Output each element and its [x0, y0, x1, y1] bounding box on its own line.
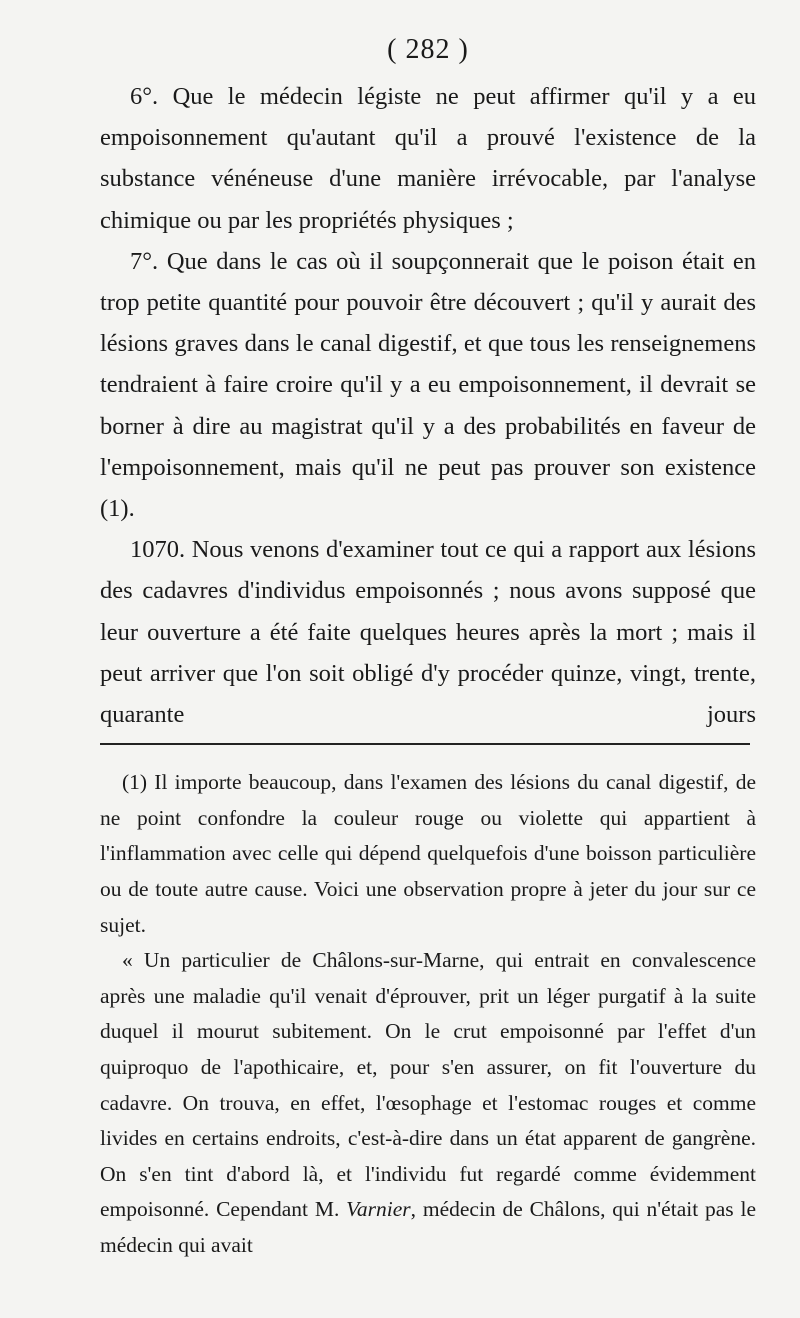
footnote-rule — [100, 743, 750, 745]
paragraph-item-7: 7°. Que dans le cas où il soupçonnerait que le poison était en trop petite quantité pour pouvoir être découvert ; qu'il y aurait des lésions graves dans le canal digestif, et que tous les renseignemens tendraient à faire croire qu'il y a eu empoisonnement, il devrait se borner à dire au magistrat qu'il y a des probabilités en faveur de l'empoisonnement, mais qu'il ne peut pas prouver son existence (1). — [100, 247, 756, 523]
footnote-quote-paragraph — [100, 943, 756, 1263]
footnote-quote-text-end: , médecin de Châlons, qui n'était pas le médecin qui avait — [100, 1197, 756, 1257]
author-name: Varnier — [346, 1197, 411, 1222]
page-number: ( 282 ) — [387, 34, 469, 65]
paragraph-1070: 1070. Nous venons d'examiner tout ce qui a rapport aux lésions des cadavres d'individus empoisonnés ; nous avons supposé que leur ouverture a été faite quelques heures après la mort ; mais il peut arriver que l'on soit obligé d'y procéder quinze, vingt, trente, quarante jours — [100, 536, 756, 729]
paragraph-item-6: 6°. Que le médecin légiste ne peut affirmer qu'il y a eu empoisonnement qu'autant qu'il a prouvé l'existence de la substance vénéneuse d'une manière irrévocable, par l'analyse chimique ou par les propriétés physiques ; — [100, 83, 756, 234]
footnote — [100, 765, 756, 1263]
footnote-quote-text: « Un particulier de Châlons-sur-Marne, qui entrait en convalescence après une maladie qu'il venait d'éprouver, prit un léger purgatif à la suite duquel il mourut subitement. On le crut empoisonné par l'effet d'un quiproquo de l'apothicaire, et, pour s'en assurer, on fit l'ouverture du cadavre. On trouva, en effet, l'œsophage et l'estomac rouges et comme livides en certains endroits, c'est-à-dire dans un état apparent de gangrène. On s'en tint d'abord là, et l'individu fut regardé comme évidemment empoisonné. Cependant M. — [100, 948, 756, 1222]
footnote-paragraph: (1) Il importe beaucoup, dans l'examen des lésions du canal digestif, de ne point confondre la couleur rouge ou violette qui appartient à l'inflammation avec celle qui dépend quelquefois d'une boisson particulière ou de toute autre cause. Voici une observation propre à jeter du jour sur ce sujet. — [100, 770, 756, 937]
main-text — [100, 76, 756, 735]
